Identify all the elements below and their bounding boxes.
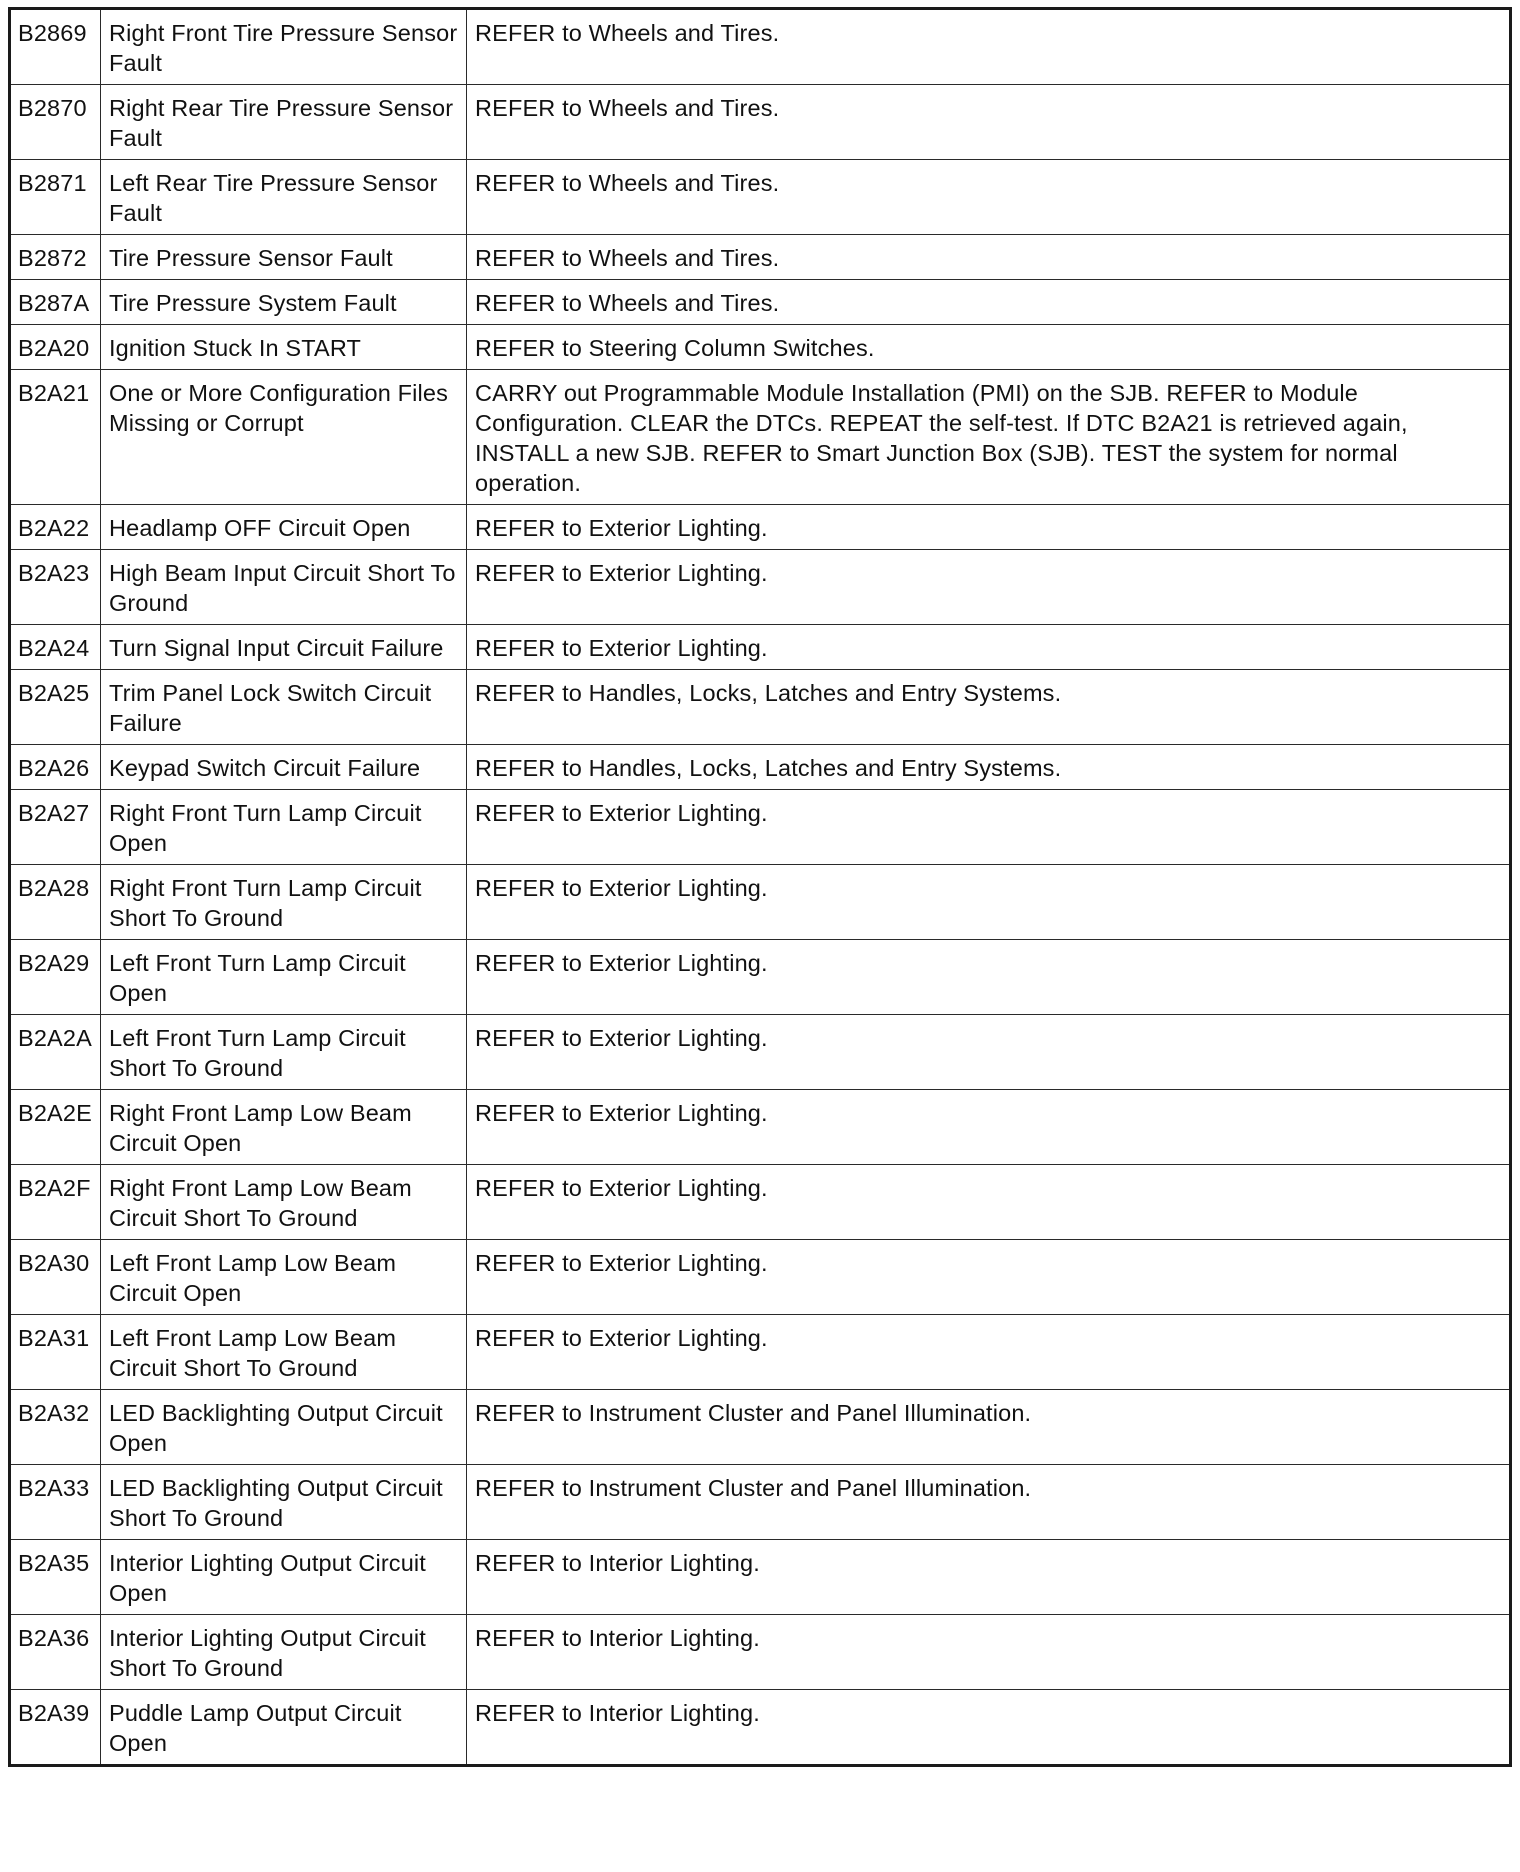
dtc-description-cell: One or More Configuration Files Missing or Corrupt [101, 370, 467, 505]
dtc-action-cell: REFER to Interior Lighting. [467, 1540, 1511, 1615]
table-row [10, 325, 1511, 370]
dtc-description-cell: Right Front Turn Lamp Circuit Short To Ground [101, 865, 467, 940]
dtc-action-cell: REFER to Exterior Lighting. [467, 1090, 1511, 1165]
dtc-description-cell: Ignition Stuck In START [101, 325, 467, 370]
dtc-description-cell: Left Rear Tire Pressure Sensor Fault [101, 160, 467, 235]
dtc-code-cell: B2869 [10, 9, 101, 85]
dtc-action-cell: REFER to Exterior Lighting. [467, 625, 1511, 670]
dtc-action-cell: REFER to Exterior Lighting. [467, 940, 1511, 1015]
dtc-description-cell: Turn Signal Input Circuit Failure [101, 625, 467, 670]
dtc-action-cell: CARRY out Programmable Module Installation (PMI) on the SJB. REFER to Module Configuration. CLEAR the DTCs. REPEAT the self-test. If DTC B2A21 is retrieved again, INSTALL a new SJB. REFER to Smart Junction Box (SJB). TEST the system for normal operation. [467, 370, 1511, 505]
dtc-action-cell: REFER to Steering Column Switches. [467, 325, 1511, 370]
dtc-description-cell: Right Front Lamp Low Beam Circuit Open [101, 1090, 467, 1165]
dtc-description-cell: Interior Lighting Output Circuit Open [101, 1540, 467, 1615]
table-row [10, 745, 1511, 790]
dtc-description-cell: Interior Lighting Output Circuit Short To Ground [101, 1615, 467, 1690]
dtc-code-cell: B2A26 [10, 745, 101, 790]
dtc-code-cell: B2A30 [10, 1240, 101, 1315]
table-row [10, 1465, 1511, 1540]
dtc-description-cell: Trim Panel Lock Switch Circuit Failure [101, 670, 467, 745]
dtc-action-cell: REFER to Wheels and Tires. [467, 280, 1511, 325]
table-row [10, 370, 1511, 505]
dtc-code-cell: B2A27 [10, 790, 101, 865]
dtc-table [8, 7, 1512, 1767]
table-row [10, 1240, 1511, 1315]
table-row [10, 160, 1511, 235]
dtc-description-cell: Left Front Lamp Low Beam Circuit Short To Ground [101, 1315, 467, 1390]
dtc-description-cell: LED Backlighting Output Circuit Short To Ground [101, 1465, 467, 1540]
dtc-action-cell: REFER to Handles, Locks, Latches and Entry Systems. [467, 670, 1511, 745]
dtc-code-cell: B2A24 [10, 625, 101, 670]
dtc-code-cell: B2A23 [10, 550, 101, 625]
table-row [10, 505, 1511, 550]
table-row [10, 1615, 1511, 1690]
table-row [10, 625, 1511, 670]
dtc-action-cell: REFER to Instrument Cluster and Panel Illumination. [467, 1390, 1511, 1465]
dtc-code-cell: B2A28 [10, 865, 101, 940]
dtc-code-cell: B2A22 [10, 505, 101, 550]
table-row [10, 1315, 1511, 1390]
table-row [10, 1540, 1511, 1615]
dtc-code-cell: B2A32 [10, 1390, 101, 1465]
dtc-code-cell: B2A36 [10, 1615, 101, 1690]
table-row [10, 9, 1511, 85]
table-row [10, 1015, 1511, 1090]
dtc-description-cell: Headlamp OFF Circuit Open [101, 505, 467, 550]
table-row [10, 550, 1511, 625]
table-row [10, 865, 1511, 940]
dtc-code-cell: B2A31 [10, 1315, 101, 1390]
dtc-description-cell: Right Rear Tire Pressure Sensor Fault [101, 85, 467, 160]
dtc-description-cell: LED Backlighting Output Circuit Open [101, 1390, 467, 1465]
dtc-action-cell: REFER to Wheels and Tires. [467, 9, 1511, 85]
table-row [10, 790, 1511, 865]
dtc-description-cell: Tire Pressure Sensor Fault [101, 235, 467, 280]
dtc-description-cell: Right Front Turn Lamp Circuit Open [101, 790, 467, 865]
dtc-description-cell: Tire Pressure System Fault [101, 280, 467, 325]
dtc-code-cell: B2870 [10, 85, 101, 160]
dtc-action-cell: REFER to Wheels and Tires. [467, 160, 1511, 235]
dtc-action-cell: REFER to Exterior Lighting. [467, 790, 1511, 865]
dtc-description-cell: Left Front Lamp Low Beam Circuit Open [101, 1240, 467, 1315]
dtc-code-cell: B2871 [10, 160, 101, 235]
dtc-code-cell: B2A29 [10, 940, 101, 1015]
dtc-description-cell: Left Front Turn Lamp Circuit Short To Ground [101, 1015, 467, 1090]
dtc-action-cell: REFER to Handles, Locks, Latches and Entry Systems. [467, 745, 1511, 790]
dtc-code-cell: B2A25 [10, 670, 101, 745]
dtc-code-cell: B2872 [10, 235, 101, 280]
dtc-description-cell: Right Front Tire Pressure Sensor Fault [101, 9, 467, 85]
table-row [10, 85, 1511, 160]
dtc-description-cell: High Beam Input Circuit Short To Ground [101, 550, 467, 625]
dtc-description-cell: Left Front Turn Lamp Circuit Open [101, 940, 467, 1015]
dtc-code-cell: B2A39 [10, 1690, 101, 1766]
dtc-code-cell: B2A2F [10, 1165, 101, 1240]
dtc-action-cell: REFER to Interior Lighting. [467, 1690, 1511, 1766]
dtc-action-cell: REFER to Interior Lighting. [467, 1615, 1511, 1690]
dtc-action-cell: REFER to Exterior Lighting. [467, 865, 1511, 940]
table-row [10, 1165, 1511, 1240]
dtc-action-cell: REFER to Wheels and Tires. [467, 235, 1511, 280]
dtc-action-cell: REFER to Wheels and Tires. [467, 85, 1511, 160]
dtc-code-cell: B2A33 [10, 1465, 101, 1540]
table-row [10, 940, 1511, 1015]
dtc-code-cell: B2A2E [10, 1090, 101, 1165]
dtc-action-cell: REFER to Exterior Lighting. [467, 1315, 1511, 1390]
dtc-table-body [10, 9, 1511, 1766]
dtc-code-cell: B2A21 [10, 370, 101, 505]
dtc-action-cell: REFER to Exterior Lighting. [467, 1240, 1511, 1315]
dtc-description-cell: Right Front Lamp Low Beam Circuit Short To Ground [101, 1165, 467, 1240]
dtc-action-cell: REFER to Instrument Cluster and Panel Illumination. [467, 1465, 1511, 1540]
dtc-description-cell: Puddle Lamp Output Circuit Open [101, 1690, 467, 1766]
table-row [10, 280, 1511, 325]
dtc-action-cell: REFER to Exterior Lighting. [467, 1015, 1511, 1090]
dtc-action-cell: REFER to Exterior Lighting. [467, 1165, 1511, 1240]
dtc-code-cell: B2A2A [10, 1015, 101, 1090]
dtc-code-cell: B287A [10, 280, 101, 325]
table-row [10, 670, 1511, 745]
dtc-action-cell: REFER to Exterior Lighting. [467, 505, 1511, 550]
table-row [10, 1690, 1511, 1766]
table-row [10, 1390, 1511, 1465]
dtc-action-cell: REFER to Exterior Lighting. [467, 550, 1511, 625]
dtc-code-cell: B2A35 [10, 1540, 101, 1615]
table-row [10, 235, 1511, 280]
dtc-code-cell: B2A20 [10, 325, 101, 370]
table-row [10, 1090, 1511, 1165]
dtc-description-cell: Keypad Switch Circuit Failure [101, 745, 467, 790]
